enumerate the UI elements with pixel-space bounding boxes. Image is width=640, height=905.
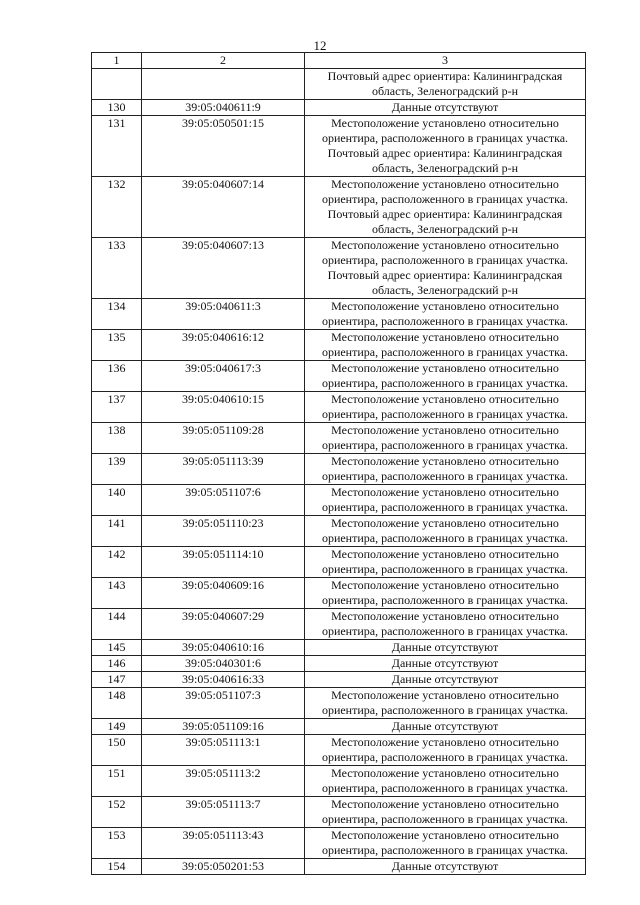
row-number: 149 bbox=[92, 719, 142, 735]
location-description: Местоположение установлено относительно ориентира, расположенного в границах участка. bbox=[305, 516, 586, 547]
cadastral-number: 39:05:040610:15 bbox=[142, 392, 305, 423]
row-number: 132 bbox=[92, 177, 142, 238]
location-description: Местоположение установлено относительно ориентира, расположенного в границах участка. bbox=[305, 361, 586, 392]
table-row bbox=[92, 392, 586, 423]
location-description: Местоположение установлено относительно ориентира, расположенного в границах участка. bbox=[305, 609, 586, 640]
cadastral-number: 39:05:051113:2 bbox=[142, 766, 305, 797]
table-row bbox=[92, 672, 586, 688]
row-number: 152 bbox=[92, 797, 142, 828]
row-number: 140 bbox=[92, 485, 142, 516]
table-row bbox=[92, 299, 586, 330]
location-description: Местоположение установлено относительно ориентира, расположенного в границах участка. bbox=[305, 392, 586, 423]
row-number: 137 bbox=[92, 392, 142, 423]
cadastral-number: 39:05:040610:16 bbox=[142, 640, 305, 656]
row-number: 138 bbox=[92, 423, 142, 454]
location-description: Местоположение установлено относительно ориентира, расположенного в границах участка. bbox=[305, 688, 586, 719]
location-description: Данные отсутствуют bbox=[305, 656, 586, 672]
location-description: Местоположение установлено относительно ориентира, расположенного в границах участка. bbox=[305, 766, 586, 797]
cadastral-number: 39:05:051113:39 bbox=[142, 454, 305, 485]
row-number: 142 bbox=[92, 547, 142, 578]
page-number: 12 bbox=[313, 38, 327, 53]
table-body bbox=[92, 69, 586, 875]
cadastral-number: 39:05:051113:7 bbox=[142, 797, 305, 828]
table-row bbox=[92, 735, 586, 766]
table-row bbox=[92, 177, 586, 238]
location-description: Местоположение установлено относительно ориентира, расположенного в границах участка. bbox=[305, 330, 586, 361]
cadastral-number: 39:05:040301:6 bbox=[142, 656, 305, 672]
parcel-table bbox=[91, 52, 586, 875]
location-description: Данные отсутствуют bbox=[305, 672, 586, 688]
location-description: Местоположение установлено относительно ориентира, расположенного в границах участка. bbox=[305, 735, 586, 766]
row-number bbox=[92, 69, 142, 100]
cadastral-number: 39:05:040611:3 bbox=[142, 299, 305, 330]
location-description: Данные отсутствуют bbox=[305, 719, 586, 735]
location-description: Местоположение установлено относительно ориентира, расположенного в границах участка. Почтовый адрес ориентира: Калининградская область, Зеленоградский р-н bbox=[305, 116, 586, 177]
cadastral-number: 39:05:040607:14 bbox=[142, 177, 305, 238]
cadastral-number: 39:05:040616:12 bbox=[142, 330, 305, 361]
location-description: Местоположение установлено относительно ориентира, расположенного в границах участка. Почтовый адрес ориентира: Калининградская область, Зеленоградский р-н bbox=[305, 177, 586, 238]
cadastral-number: 39:05:051114:10 bbox=[142, 547, 305, 578]
row-number: 148 bbox=[92, 688, 142, 719]
table-row bbox=[92, 578, 586, 609]
row-number: 147 bbox=[92, 672, 142, 688]
row-number: 133 bbox=[92, 238, 142, 299]
table-row bbox=[92, 828, 586, 859]
row-number: 151 bbox=[92, 766, 142, 797]
row-number: 136 bbox=[92, 361, 142, 392]
table-row bbox=[92, 609, 586, 640]
location-description: Местоположение установлено относительно ориентира, расположенного в границах участка. bbox=[305, 797, 586, 828]
table-row bbox=[92, 485, 586, 516]
column-header-number: 1 bbox=[92, 53, 142, 69]
cadastral-number: 39:05:051113:43 bbox=[142, 828, 305, 859]
location-description: Местоположение установлено относительно ориентира, расположенного в границах участка. bbox=[305, 828, 586, 859]
column-header-cadastral: 2 bbox=[142, 53, 305, 69]
row-number: 141 bbox=[92, 516, 142, 547]
table-row bbox=[92, 766, 586, 797]
cadastral-number: 39:05:051107:6 bbox=[142, 485, 305, 516]
row-number: 154 bbox=[92, 859, 142, 875]
table-row bbox=[92, 516, 586, 547]
location-description: Местоположение установлено относительно ориентира, расположенного в границах участка. bbox=[305, 299, 586, 330]
row-number: 146 bbox=[92, 656, 142, 672]
location-description: Почтовый адрес ориентира: Калининградская область, Зеленоградский р-н bbox=[305, 69, 586, 100]
table-row bbox=[92, 238, 586, 299]
table-header-row bbox=[92, 53, 586, 69]
cadastral-number bbox=[142, 69, 305, 100]
table-row bbox=[92, 640, 586, 656]
location-description: Данные отсутствуют bbox=[305, 640, 586, 656]
cadastral-number: 39:05:051109:28 bbox=[142, 423, 305, 454]
cadastral-number: 39:05:040617:3 bbox=[142, 361, 305, 392]
cadastral-number: 39:05:051110:23 bbox=[142, 516, 305, 547]
table-row bbox=[92, 361, 586, 392]
cadastral-number: 39:05:051109:16 bbox=[142, 719, 305, 735]
cadastral-number: 39:05:050501:15 bbox=[142, 116, 305, 177]
row-number: 131 bbox=[92, 116, 142, 177]
row-number: 150 bbox=[92, 735, 142, 766]
row-number: 130 bbox=[92, 100, 142, 116]
table-row bbox=[92, 423, 586, 454]
column-header-location: 3 bbox=[305, 53, 586, 69]
row-number: 144 bbox=[92, 609, 142, 640]
table-row bbox=[92, 797, 586, 828]
table-row bbox=[92, 454, 586, 485]
table-row bbox=[92, 100, 586, 116]
row-number: 134 bbox=[92, 299, 142, 330]
table-row bbox=[92, 688, 586, 719]
location-description: Местоположение установлено относительно ориентира, расположенного в границах участка. bbox=[305, 547, 586, 578]
location-description: Местоположение установлено относительно ориентира, расположенного в границах участка. bbox=[305, 485, 586, 516]
row-number: 145 bbox=[92, 640, 142, 656]
table-row bbox=[92, 330, 586, 361]
location-description: Местоположение установлено относительно ориентира, расположенного в границах участка. bbox=[305, 578, 586, 609]
location-description: Местоположение установлено относительно ориентира, расположенного в границах участка. bbox=[305, 423, 586, 454]
cadastral-number: 39:05:051107:3 bbox=[142, 688, 305, 719]
row-number: 153 bbox=[92, 828, 142, 859]
table-row bbox=[92, 69, 586, 100]
table-row bbox=[92, 547, 586, 578]
cadastral-number: 39:05:040607:29 bbox=[142, 609, 305, 640]
cadastral-number: 39:05:040616:33 bbox=[142, 672, 305, 688]
location-description: Местоположение установлено относительно ориентира, расположенного в границах участка. bbox=[305, 454, 586, 485]
location-description: Местоположение установлено относительно ориентира, расположенного в границах участка. Почтовый адрес ориентира: Калининградская область, Зеленоградский р-н bbox=[305, 238, 586, 299]
row-number: 139 bbox=[92, 454, 142, 485]
row-number: 135 bbox=[92, 330, 142, 361]
cadastral-number: 39:05:040611:9 bbox=[142, 100, 305, 116]
location-description: Данные отсутствуют bbox=[305, 859, 586, 875]
cadastral-number: 39:05:050201:53 bbox=[142, 859, 305, 875]
location-description: Данные отсутствуют bbox=[305, 100, 586, 116]
row-number: 143 bbox=[92, 578, 142, 609]
cadastral-number: 39:05:051113:1 bbox=[142, 735, 305, 766]
cadastral-number: 39:05:040609:16 bbox=[142, 578, 305, 609]
table-row bbox=[92, 719, 586, 735]
table-row bbox=[92, 859, 586, 875]
table-row bbox=[92, 116, 586, 177]
table-row bbox=[92, 656, 586, 672]
cadastral-number: 39:05:040607:13 bbox=[142, 238, 305, 299]
